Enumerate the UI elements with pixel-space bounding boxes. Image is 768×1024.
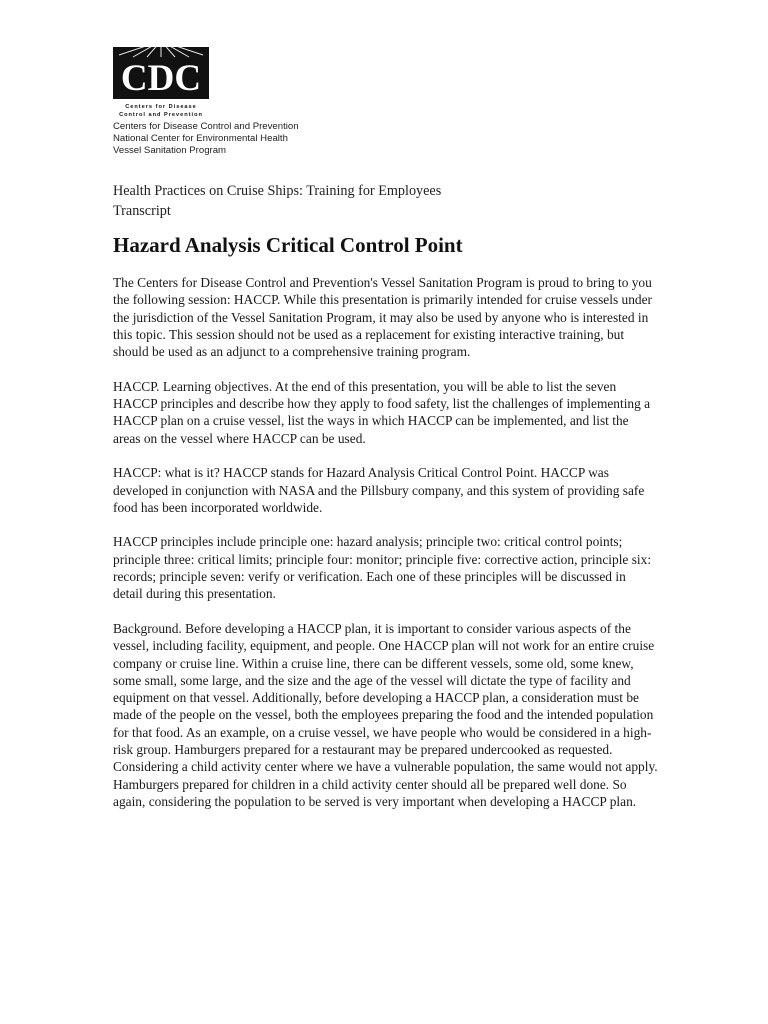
svg-text:Centers for Disease: Centers for Disease: [125, 104, 197, 110]
document-title: Hazard Analysis Critical Control Point: [113, 233, 463, 257]
document-body: [113, 274, 658, 828]
paragraph-objectives: HACCP. Learning objectives. At the end of this presentation, you will be able to list the seven HACCP principles and describe how they apply to food safety, list the challenges of implementing a HACCP plan on a cruise vessel, list the ways in which HACCP can be implemented, and list the areas on the vessel where HACCP can be used.: [113, 378, 651, 446]
agency-info: [113, 121, 299, 157]
svg-text:CDC: CDC: [120, 58, 202, 99]
svg-text:Control and Prevention: Control and Prevention: [119, 112, 203, 118]
agency-line-nceh: National Center for Environmental Health: [113, 133, 288, 144]
paragraph-intro: The Centers for Disease Control and Prevention's Vessel Sanitation Program is proud to bring to you the following session: HACCP. While this presentation is primarily intended for cruise vessels under the jurisdiction of the Vessel Sanitation Program, it may also be used by anyone who is interested in this topic. This session should not be used as a replacement for existing interactive training, but should be used as an adjunct to a comprehensive training program.: [113, 275, 653, 360]
series-heading: [113, 181, 441, 221]
agency-line-cdc: Centers for Disease Control and Prevention: [113, 121, 299, 132]
paragraph-background: Background. Before developing a HACCP plan, it is important to consider various aspects of the vessel, including facility, equipment, and people. One HACCP plan will not work for an entire cruise company or cruise line. Within a cruise line, there can be different vessels, some old, some knew, some small, some large, and the size and the age of the vessel will dictate the type of facility and equipment on that vessel. Additionally, before developing a HACCP plan, a consideration must be made of the people on the vessel, both the employees preparing the food and the intended population for that food. As an example, on a cruise vessel, we have people who would be considered in a high-risk group. Hamburgers prepared for a restaurant may be prepared undercooked as requested. Considering a child activity center where we have a vulnerable population, the same would not apply. Hamburgers prepared for children in a child activity center should all be prepared well done. So again, considering the population to be served is very important when developing a HACCP plan.: [113, 620, 658, 809]
cdc-logo-mark: [113, 47, 209, 119]
agency-line-vsp: Vessel Sanitation Program: [113, 145, 227, 156]
series-title: Health Practices on Cruise Ships: Training for Employees: [113, 183, 442, 199]
cdc-logo: [113, 47, 209, 119]
paragraph-principles: HACCP principles include principle one: hazard analysis; principle two: critical control points; principle three: critical limits; principle four: monitor; principle five: corrective action, principle six: records; principle seven: verify or verification. Each one of these principles will be discussed in detail during this presentation.: [113, 534, 652, 602]
series-subtitle: Transcript: [113, 203, 171, 219]
paragraph-what-is-haccp: HACCP: what is it? HACCP stands for Hazard Analysis Critical Control Point. HACCP was developed in conjunction with NASA and the Pillsbury company, and this system of providing safe food has been incorporated worldwide.: [113, 465, 645, 515]
